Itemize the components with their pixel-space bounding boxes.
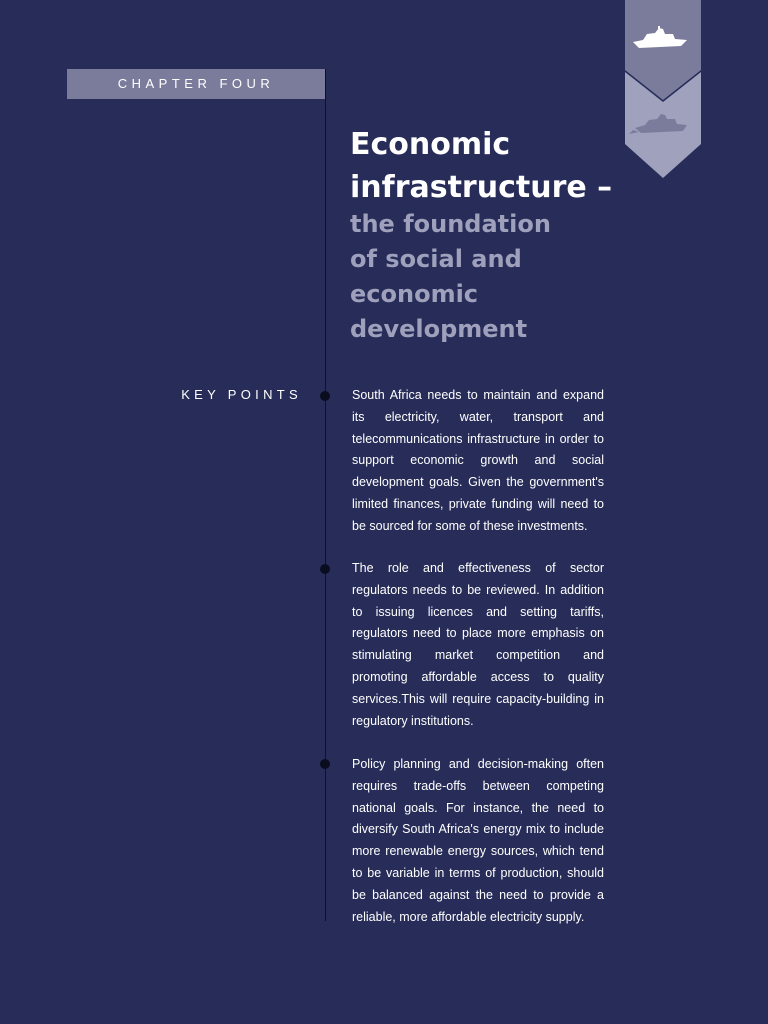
key-point-paragraph: The role and effectiveness of sector regulators needs to be reviewed. In addition to issuing licences and setting tariffs, regulators need to place more emphasis on stimulating market competition and promoting affordable access to quality services.This will require capacity-building in regulatory institutions.	[352, 561, 604, 728]
page-title	[350, 123, 612, 209]
subtitle-line: the foundation	[350, 210, 551, 238]
bullet-marker	[320, 391, 330, 401]
bullet-marker	[320, 759, 330, 769]
chapter-ribbon	[625, 0, 701, 178]
title-line: Economic	[350, 127, 511, 162]
key-points-heading: KEY POINTS	[181, 387, 302, 402]
subtitle-line: development	[350, 315, 528, 343]
page-subtitle	[350, 207, 551, 347]
timeline-line	[325, 69, 326, 921]
title-line: infrastructure –	[350, 170, 613, 205]
subtitle-line: of social and	[350, 245, 522, 273]
chapter-label: CHAPTER FOUR	[67, 69, 325, 99]
key-point-paragraph: Policy planning and decision-making often requires trade-offs between competing national goals. For instance, the need to diversify South Africa's energy mix to include more renewable energy sources, which tend to be variable in terms of production, should be balanced against the need to provide a reliable, more affordable electricity supply.	[352, 757, 604, 924]
key-point-paragraph: South Africa needs to maintain and expand its electricity, water, transport and telecommunications infrastructure in order to support economic growth and social development goals. Given the government's limited finances, private funding will need to be sourced for some of these investments.	[352, 388, 604, 533]
subtitle-line: economic	[350, 280, 479, 308]
bullet-marker	[320, 564, 330, 574]
